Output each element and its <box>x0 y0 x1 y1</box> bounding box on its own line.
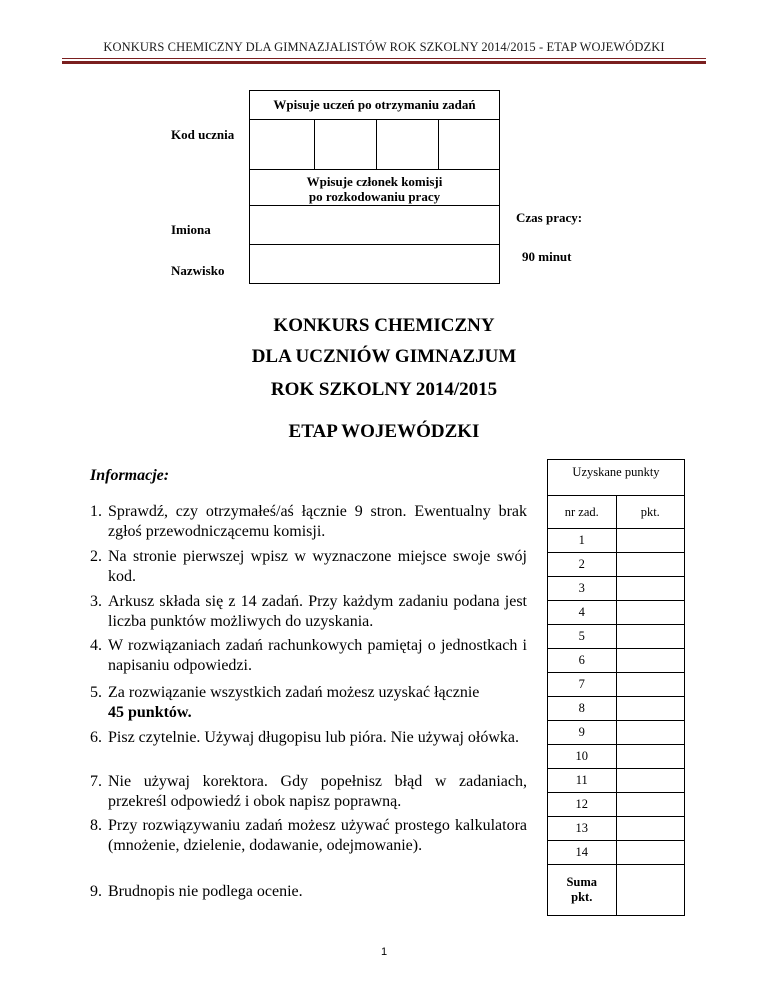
score-task-number: 8 <box>548 697 617 721</box>
kod-ucznia-cell-2[interactable] <box>314 119 377 170</box>
score-task-number: 6 <box>548 649 617 673</box>
imiona-field[interactable] <box>249 205 500 245</box>
score-points-cell[interactable] <box>616 697 685 721</box>
score-task-number: 9 <box>548 721 617 745</box>
score-task-number: 3 <box>548 577 617 601</box>
info-item-number: 9. <box>90 883 102 900</box>
score-points-cell[interactable] <box>616 745 685 769</box>
time-value: 90 minut <box>522 249 572 264</box>
score-col-points-header: pkt. <box>616 496 685 529</box>
score-points-cell[interactable] <box>616 793 685 817</box>
info-item-1 <box>90 502 527 542</box>
score-sum-line2: pkt. <box>571 890 593 904</box>
info-item-number: 2. <box>90 548 102 565</box>
score-task-number: 11 <box>548 769 617 793</box>
score-sum-cell[interactable] <box>616 865 685 916</box>
info-heading: Informacje: <box>90 467 170 484</box>
nazwisko-field[interactable] <box>249 244 500 284</box>
score-sum-line1: Suma <box>566 875 598 889</box>
score-task-number: 14 <box>548 841 617 865</box>
running-header: KONKURS CHEMICZNY DLA GIMNAZJALISTÓW ROK SZKOLNY 2014/2015 - ETAP WOJEWÓDZKI <box>103 40 665 54</box>
student-box-label: Wpisuje uczeń po otrzymaniu zadań <box>273 97 476 112</box>
score-task-number: 1 <box>548 529 617 553</box>
info-item-text: Arkusz składa się z 14 zadań. Przy każdym zadaniu podana jest liczba punktów możliwych do uzyskania. <box>108 593 527 630</box>
info-item-5 <box>90 683 527 723</box>
header-rule-thick <box>62 61 706 64</box>
info-item-text <box>108 683 527 723</box>
info-item-text: Nie używaj korektora. Gdy popełnisz błąd w zadaniach, przekreśl odpowiedź i obok napisz poprawną. <box>108 773 527 810</box>
score-task-number: 12 <box>548 793 617 817</box>
kod-ucznia-cell-1[interactable] <box>249 119 315 170</box>
score-points-cell[interactable] <box>616 529 685 553</box>
info-item-text: Brudnopis nie podlega ocenie. <box>108 883 303 900</box>
title-line-3: ROK SZKOLNY 2014/2015 <box>270 379 498 400</box>
score-table <box>547 459 685 916</box>
score-task-number: 5 <box>548 625 617 649</box>
info-item-text: Sprawdź, czy otrzymałeś/aś łącznie 9 stron. Ewentualny brak zgłoś przewodniczącemu komisji. <box>108 503 527 540</box>
score-task-number: 13 <box>548 817 617 841</box>
nazwisko-label: Nazwisko <box>171 263 225 278</box>
info-item-2 <box>90 547 527 587</box>
info-item-number: 1. <box>90 503 102 520</box>
score-points-cell[interactable] <box>616 553 685 577</box>
title-line-4: ETAP WOJEWÓDZKI <box>288 421 480 442</box>
score-points-cell[interactable] <box>616 601 685 625</box>
info-item-number: 5. <box>90 684 102 701</box>
info-item-text: Na stronie pierwszej wpisz w wyznaczone miejsce swoje swój kod. <box>108 548 527 585</box>
score-task-number: 7 <box>548 673 617 697</box>
time-label: Czas pracy: <box>516 210 583 225</box>
info-item-9 <box>90 882 527 902</box>
imiona-label: Imiona <box>171 222 211 237</box>
info-item-text-bold: 45 punktów. <box>108 704 192 721</box>
info-item-text: Pisz czytelnie. Używaj długopisu lub pióra. Nie używaj ołówka. <box>108 729 520 746</box>
info-item-number: 8. <box>90 817 102 834</box>
score-points-cell[interactable] <box>616 649 685 673</box>
score-task-number: 4 <box>548 601 617 625</box>
kod-ucznia-cell-4[interactable] <box>438 119 500 170</box>
score-sum-label <box>548 865 617 916</box>
commission-label-line2: po rozkodowaniu pracy <box>308 189 441 204</box>
score-points-cell[interactable] <box>616 841 685 865</box>
score-points-cell[interactable] <box>616 721 685 745</box>
info-item-number: 4. <box>90 637 102 654</box>
score-table-title: Uzyskane punkty <box>548 460 685 496</box>
page-number: 1 <box>380 946 388 958</box>
info-item-3 <box>90 592 527 632</box>
score-col-task-header: nr zad. <box>548 496 617 529</box>
score-points-cell[interactable] <box>616 769 685 793</box>
info-item-text-main: Za rozwiązanie wszystkich zadań możesz uzyskać łącznie <box>108 684 480 701</box>
info-item-number: 7. <box>90 773 102 790</box>
score-points-cell[interactable] <box>616 817 685 841</box>
title-line-2: DLA UCZNIÓW GIMNAZJUM <box>251 346 517 367</box>
info-item-6 <box>90 728 527 748</box>
info-item-text: Przy rozwiązywaniu zadań możesz używać prostego kalkulatora (mnożenie, dzielenie, dodawanie, odejmowanie). <box>108 817 527 854</box>
info-item-text: W rozwiązaniach zadań rachunkowych pamiętaj o jednostkach i napisaniu odpowiedzi. <box>108 637 527 674</box>
kod-ucznia-cell-3[interactable] <box>376 119 439 170</box>
info-item-8 <box>90 816 527 856</box>
info-item-4 <box>90 636 527 676</box>
commission-label-line1: Wpisuje członek komisji <box>306 174 443 189</box>
title-line-1: KONKURS CHEMICZNY <box>273 315 495 336</box>
commission-box-header <box>249 169 500 206</box>
score-task-number: 10 <box>548 745 617 769</box>
info-item-number: 3. <box>90 593 102 610</box>
header-rule-thin <box>62 58 706 59</box>
score-points-cell[interactable] <box>616 577 685 601</box>
info-item-7 <box>90 772 527 812</box>
student-box-header <box>249 90 500 120</box>
score-task-number: 2 <box>548 553 617 577</box>
kod-ucznia-label: Kod ucznia <box>171 127 235 142</box>
info-item-number: 6. <box>90 729 102 746</box>
score-points-cell[interactable] <box>616 625 685 649</box>
score-points-cell[interactable] <box>616 673 685 697</box>
